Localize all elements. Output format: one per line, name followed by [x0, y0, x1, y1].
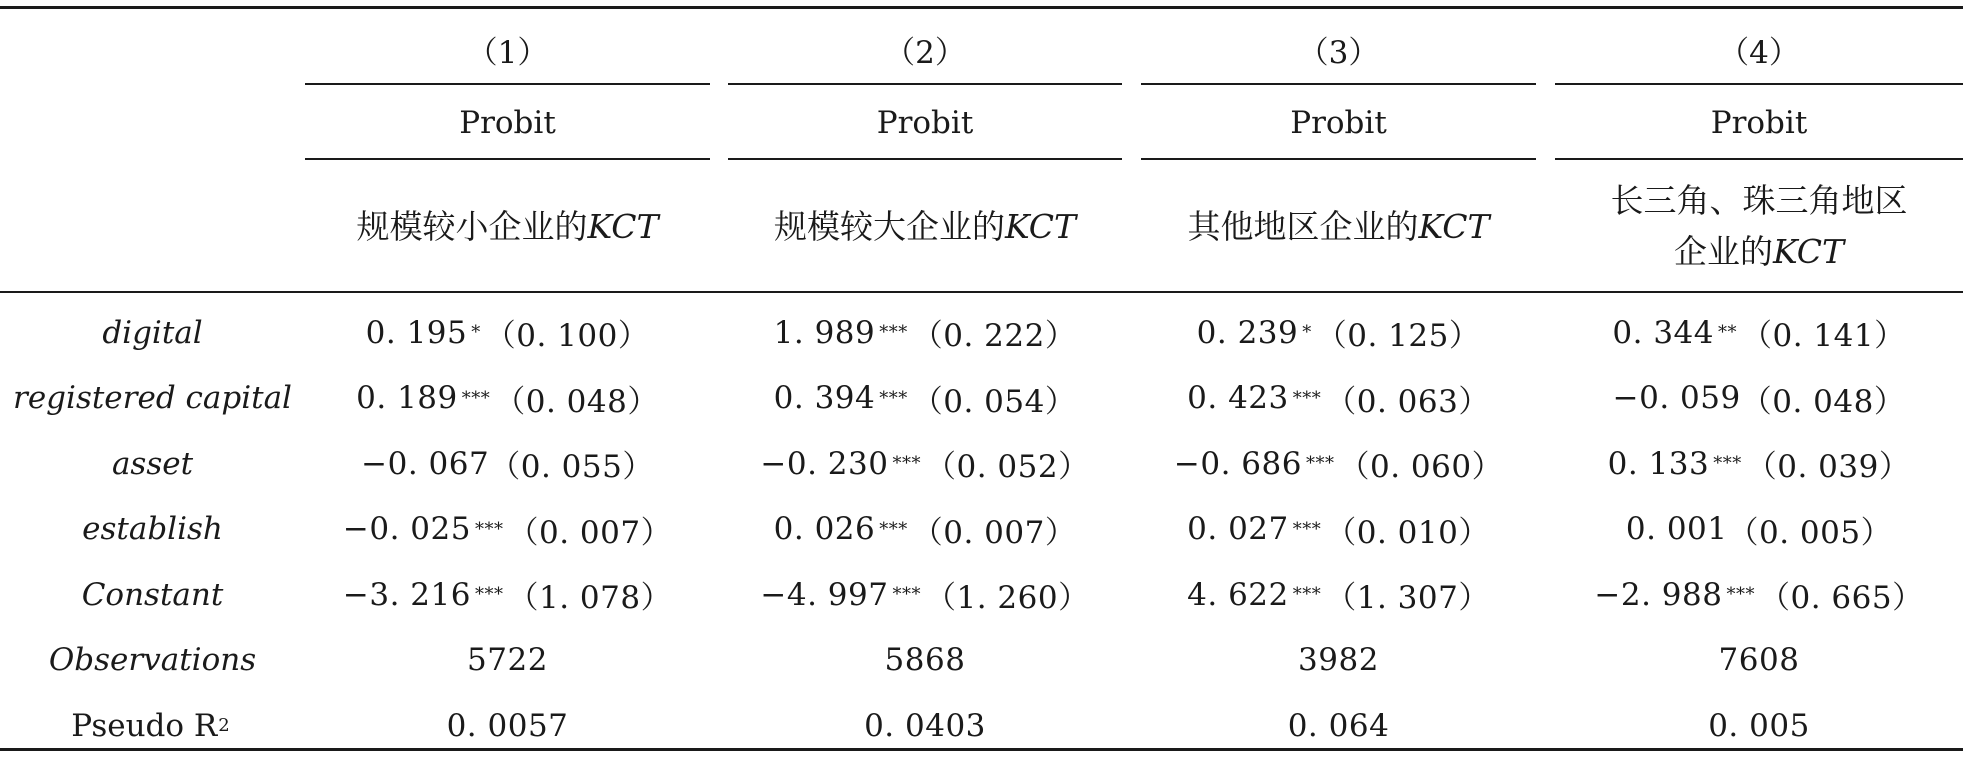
significance-stars: *: [471, 322, 481, 344]
header-subrule: [1555, 158, 1963, 160]
standard-error: （0. 125）: [1315, 318, 1481, 355]
coefficient-cell: [1141, 366, 1536, 432]
significance-stars: ***: [461, 387, 491, 409]
header-subrule: [1141, 83, 1536, 85]
coefficient-value: 0. 423: [1187, 380, 1289, 417]
standard-error: （0. 222）: [911, 318, 1077, 355]
coefficient-value: 0. 195: [365, 314, 468, 351]
significance-stars: ***: [879, 322, 908, 344]
standard-error: （0. 054）: [911, 383, 1077, 420]
coefficient-cell: [1555, 562, 1963, 628]
standard-error: （0. 005）: [1727, 514, 1893, 551]
column-method: Probit: [1710, 105, 1808, 141]
row-label: Observations: [48, 642, 257, 679]
dep-var: KCT: [587, 206, 659, 246]
significance-stars: *: [1302, 322, 1312, 344]
dep-prefix-line2: 企业的: [1673, 232, 1773, 271]
column-method: Probit: [876, 105, 974, 141]
significance-stars: ***: [1292, 584, 1322, 606]
coefficient-cell: [305, 562, 710, 628]
coefficient-value: −0. 025: [342, 511, 471, 548]
coefficient-value: 0. 027: [1187, 511, 1289, 548]
header-subrule: [305, 158, 710, 160]
observations-value: 7608: [1718, 642, 1800, 679]
pseudo-r2-superscript: 2: [218, 715, 230, 737]
observations-value: 3982: [1298, 642, 1379, 679]
coefficient-value: 0. 239: [1196, 314, 1299, 351]
standard-error: （1. 260）: [924, 580, 1090, 617]
coefficient-cell: [305, 366, 710, 432]
header-subrule: [728, 158, 1122, 160]
row-label: digital: [102, 314, 203, 351]
coefficient-cell: [728, 562, 1122, 628]
table-top-rule: [0, 6, 1963, 9]
standard-error: （0. 141）: [1741, 318, 1906, 355]
significance-stars: ***: [1292, 518, 1322, 540]
coefficient-cell: [1555, 300, 1963, 366]
coefficient-value: −0. 686: [1173, 445, 1302, 482]
pseudo-r2-value: 0. 0403: [864, 707, 986, 744]
header-subrule: [728, 83, 1122, 85]
dep-prefix: 长三角、珠三角地区: [1610, 181, 1908, 220]
coefficient-cell: [1555, 431, 1963, 497]
coefficient-cell: [305, 497, 710, 563]
coefficient-cell: [1141, 497, 1536, 563]
column-dependent-variable: [1555, 165, 1963, 287]
header-subrule: [1141, 158, 1536, 160]
standard-error: （0. 052）: [924, 449, 1090, 486]
coefficient-value: −0. 059: [1612, 380, 1741, 417]
coefficient-value: 0. 026: [773, 511, 876, 548]
coefficient-value: −0. 067: [361, 445, 490, 482]
significance-stars: ***: [879, 387, 908, 409]
pseudo-r2-value: 0. 005: [1708, 707, 1810, 744]
significance-stars: ***: [1726, 584, 1755, 606]
column-method: Probit: [1290, 105, 1387, 141]
coefficient-value: 0. 001: [1625, 511, 1728, 548]
standard-error: （0. 007）: [507, 514, 673, 551]
dep-var: KCT: [1418, 206, 1490, 246]
standard-error: （0. 039）: [1745, 449, 1911, 486]
significance-stars: ***: [879, 518, 908, 540]
dep-var: KCT: [1772, 232, 1845, 271]
coefficient-value: 0. 189: [356, 380, 458, 417]
significance-stars: ***: [1292, 387, 1322, 409]
coefficient-cell: [728, 497, 1122, 563]
significance-stars: **: [1718, 322, 1737, 344]
dep-prefix: 其他地区企业的: [1187, 206, 1419, 246]
dep-prefix: 规模较小企业的: [356, 206, 588, 246]
coefficient-cell: [305, 300, 710, 366]
significance-stars: ***: [892, 584, 921, 606]
header-subrule: [1555, 83, 1963, 85]
pseudo-r2-label: Pseudo R: [71, 707, 218, 744]
coefficient-cell: [728, 366, 1122, 432]
coefficient-value: −3. 216: [342, 576, 471, 613]
standard-error: （0. 055）: [489, 449, 654, 486]
row-label: registered capital: [13, 380, 292, 417]
column-number: （3）: [1297, 34, 1380, 71]
row-label: asset: [111, 445, 194, 482]
observations-value: 5722: [467, 642, 548, 679]
standard-error: （0. 007）: [911, 514, 1077, 551]
observations-value: 5868: [884, 642, 966, 679]
standard-error: （1. 078）: [507, 580, 673, 617]
column-method: Probit: [459, 105, 556, 141]
significance-stars: ***: [1713, 453, 1742, 475]
significance-stars: ***: [474, 584, 504, 606]
column-number: （2）: [884, 34, 966, 71]
row-label: establish: [82, 511, 223, 548]
coefficient-cell: [728, 300, 1122, 366]
coefficient-value: 4. 622: [1187, 576, 1289, 613]
coefficient-value: −2. 988: [1594, 576, 1723, 613]
standard-error: （0. 100）: [484, 318, 650, 355]
standard-error: （0. 048）: [1740, 383, 1906, 420]
coefficient-cell: [1141, 300, 1536, 366]
coefficient-value: −4. 997: [760, 576, 889, 613]
column-dependent-variable: [305, 165, 710, 287]
pseudo-r2-value: 0. 064: [1287, 707, 1390, 744]
standard-error: （0. 010）: [1325, 514, 1490, 551]
column-dependent-variable: [728, 165, 1122, 287]
coefficient-cell: [1141, 562, 1536, 628]
coefficient-cell: [1555, 366, 1963, 432]
column-number: （4）: [1718, 34, 1800, 71]
row-label: Constant: [81, 576, 224, 613]
significance-stars: ***: [1305, 453, 1335, 475]
header-subrule: [305, 83, 710, 85]
coefficient-value: −0. 230: [760, 445, 889, 482]
coefficient-value: 0. 394: [773, 380, 876, 417]
coefficient-cell: [1555, 497, 1963, 563]
column-dependent-variable: [1141, 165, 1536, 287]
dep-prefix: 规模较大企业的: [773, 206, 1005, 246]
dep-var: KCT: [1004, 206, 1077, 246]
coefficient-cell: [305, 431, 710, 497]
standard-error: （1. 307）: [1325, 580, 1490, 617]
significance-stars: ***: [474, 518, 504, 540]
coefficient-cell: [1141, 431, 1536, 497]
coefficient-cell: [728, 431, 1122, 497]
table-header-rule: [0, 291, 1963, 293]
coefficient-value: 0. 344: [1612, 314, 1714, 351]
standard-error: （0. 063）: [1325, 383, 1490, 420]
standard-error: （0. 060）: [1338, 449, 1504, 486]
significance-stars: ***: [892, 453, 921, 475]
coefficient-value: 1. 989: [773, 314, 876, 351]
row-label: [0, 693, 305, 759]
column-number: （1）: [466, 34, 549, 71]
pseudo-r2-value: 0. 0057: [446, 707, 569, 744]
standard-error: （0. 048）: [494, 383, 659, 420]
coefficient-value: 0. 133: [1607, 445, 1710, 482]
standard-error: （0. 665）: [1758, 580, 1924, 617]
